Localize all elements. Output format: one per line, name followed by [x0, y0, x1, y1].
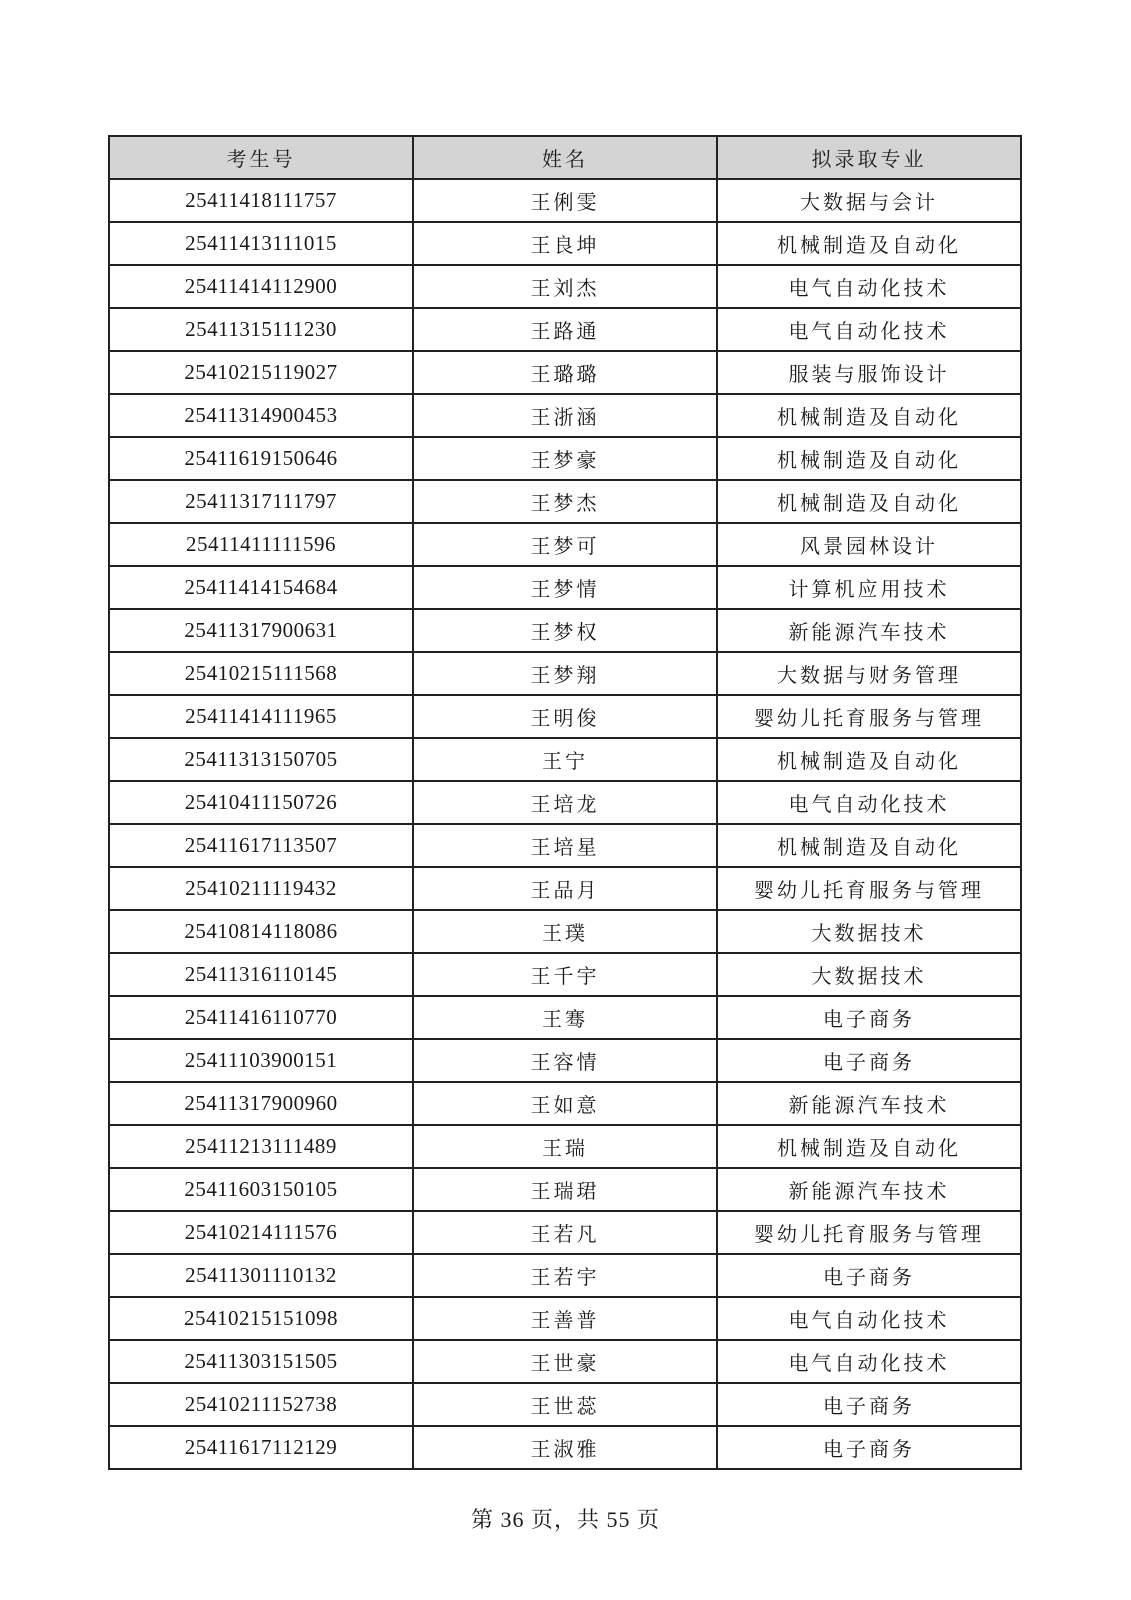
table-row — [109, 953, 1021, 996]
major-cell: 新能源汽车技术 — [717, 609, 1021, 652]
major-cell: 婴幼儿托育服务与管理 — [717, 867, 1021, 910]
major-cell: 机械制造及自动化 — [717, 824, 1021, 867]
student-name-cell: 王千宇 — [413, 953, 717, 996]
major-cell: 电子商务 — [717, 996, 1021, 1039]
exam-id-cell: 25410215151098 — [109, 1297, 413, 1340]
exam-id-cell: 25411317900960 — [109, 1082, 413, 1125]
major-cell: 机械制造及自动化 — [717, 394, 1021, 437]
exam-id-cell: 25410411150726 — [109, 781, 413, 824]
major-cell: 新能源汽车技术 — [717, 1168, 1021, 1211]
table-row — [109, 1297, 1021, 1340]
table-row — [109, 523, 1021, 566]
table-row — [109, 1340, 1021, 1383]
exam-id-cell: 25410211152738 — [109, 1383, 413, 1426]
exam-id-cell: 25411414111965 — [109, 695, 413, 738]
exam-id-cell: 25411213111489 — [109, 1125, 413, 1168]
exam-id-cell: 25411603150105 — [109, 1168, 413, 1211]
student-name-cell: 王培星 — [413, 824, 717, 867]
student-name-cell: 王浙涵 — [413, 394, 717, 437]
exam-id-cell: 25411416110770 — [109, 996, 413, 1039]
major-cell: 大数据与会计 — [717, 179, 1021, 222]
student-name-cell: 王如意 — [413, 1082, 717, 1125]
table-row — [109, 480, 1021, 523]
exam-id-cell: 25411103900151 — [109, 1039, 413, 1082]
student-name-cell: 王梦翔 — [413, 652, 717, 695]
student-name-cell: 王瑞 — [413, 1125, 717, 1168]
page-number: 第 36 页，共 55 页 — [470, 1507, 660, 1532]
student-name-cell: 王淑雅 — [413, 1426, 717, 1469]
student-name-cell: 王培龙 — [413, 781, 717, 824]
exam-id-cell: 25410215111568 — [109, 652, 413, 695]
exam-id-cell: 25411316110145 — [109, 953, 413, 996]
exam-id-cell: 25411619150646 — [109, 437, 413, 480]
table-row — [109, 308, 1021, 351]
exam-id-cell: 25410814118086 — [109, 910, 413, 953]
table-row — [109, 1039, 1021, 1082]
exam-id-cell: 25411314900453 — [109, 394, 413, 437]
major-cell: 电子商务 — [717, 1254, 1021, 1297]
exam-id-cell: 25411617113507 — [109, 824, 413, 867]
major-cell: 机械制造及自动化 — [717, 480, 1021, 523]
major-cell: 机械制造及自动化 — [717, 222, 1021, 265]
student-name-cell: 王骞 — [413, 996, 717, 1039]
table-row — [109, 265, 1021, 308]
table-row — [109, 738, 1021, 781]
exam-id-cell: 25411413111015 — [109, 222, 413, 265]
student-name-cell: 王梦情 — [413, 566, 717, 609]
student-name-cell: 王瑞珺 — [413, 1168, 717, 1211]
student-name-cell: 王容情 — [413, 1039, 717, 1082]
student-name-cell: 王若凡 — [413, 1211, 717, 1254]
student-name-cell: 王品月 — [413, 867, 717, 910]
major-cell: 电气自动化技术 — [717, 1297, 1021, 1340]
major-cell: 电气自动化技术 — [717, 265, 1021, 308]
table-row — [109, 996, 1021, 1039]
exam-id-cell: 25411414154684 — [109, 566, 413, 609]
major-cell: 大数据与财务管理 — [717, 652, 1021, 695]
exam-id-cell: 25411414112900 — [109, 265, 413, 308]
exam-id-cell: 25411317111797 — [109, 480, 413, 523]
table-row — [109, 910, 1021, 953]
student-name-cell: 王梦可 — [413, 523, 717, 566]
table-row — [109, 609, 1021, 652]
major-cell: 大数据技术 — [717, 910, 1021, 953]
major-cell: 电子商务 — [717, 1039, 1021, 1082]
student-name-cell: 王善普 — [413, 1297, 717, 1340]
table-row — [109, 1426, 1021, 1469]
student-name-cell: 王刘杰 — [413, 265, 717, 308]
table-row — [109, 437, 1021, 480]
major-cell: 电气自动化技术 — [717, 308, 1021, 351]
major-cell: 电气自动化技术 — [717, 1340, 1021, 1383]
student-name-cell: 王梦豪 — [413, 437, 717, 480]
exam-id-cell: 25411315111230 — [109, 308, 413, 351]
major-cell: 风景园林设计 — [717, 523, 1021, 566]
table-row — [109, 179, 1021, 222]
student-name-cell: 王宁 — [413, 738, 717, 781]
table-row — [109, 1082, 1021, 1125]
major-cell: 机械制造及自动化 — [717, 738, 1021, 781]
major-cell: 电气自动化技术 — [717, 781, 1021, 824]
student-name-cell: 王梦权 — [413, 609, 717, 652]
table-row — [109, 824, 1021, 867]
student-name-cell: 王俐雯 — [413, 179, 717, 222]
major-cell: 计算机应用技术 — [717, 566, 1021, 609]
header-major: 拟录取专业 — [717, 136, 1021, 179]
major-cell: 电子商务 — [717, 1383, 1021, 1426]
student-name-cell: 王璞 — [413, 910, 717, 953]
table-body — [109, 179, 1021, 1469]
student-name-cell: 王璐璐 — [413, 351, 717, 394]
major-cell: 机械制造及自动化 — [717, 1125, 1021, 1168]
admission-table — [108, 135, 1022, 1470]
exam-id-cell: 25410215119027 — [109, 351, 413, 394]
major-cell: 婴幼儿托育服务与管理 — [717, 695, 1021, 738]
exam-id-cell: 25410214111576 — [109, 1211, 413, 1254]
table-row — [109, 394, 1021, 437]
table-row — [109, 1254, 1021, 1297]
major-cell: 新能源汽车技术 — [717, 1082, 1021, 1125]
table-row — [109, 351, 1021, 394]
student-name-cell: 王若宇 — [413, 1254, 717, 1297]
header-name: 姓名 — [413, 136, 717, 179]
major-cell: 服装与服饰设计 — [717, 351, 1021, 394]
student-name-cell: 王世蕊 — [413, 1383, 717, 1426]
student-name-cell: 王明俊 — [413, 695, 717, 738]
table-header-row — [109, 136, 1021, 179]
student-name-cell: 王良坤 — [413, 222, 717, 265]
exam-id-cell: 25411418111757 — [109, 179, 413, 222]
table-row — [109, 1383, 1021, 1426]
major-cell: 大数据技术 — [717, 953, 1021, 996]
table-row — [109, 1211, 1021, 1254]
table-row — [109, 695, 1021, 738]
student-name-cell: 王梦杰 — [413, 480, 717, 523]
table-row — [109, 222, 1021, 265]
student-name-cell: 王世豪 — [413, 1340, 717, 1383]
table-row — [109, 867, 1021, 910]
major-cell: 婴幼儿托育服务与管理 — [717, 1211, 1021, 1254]
exam-id-cell: 25410211119432 — [109, 867, 413, 910]
student-name-cell: 王路通 — [413, 308, 717, 351]
table-row — [109, 781, 1021, 824]
table-row — [109, 1168, 1021, 1211]
exam-id-cell: 25411313150705 — [109, 738, 413, 781]
table-row — [109, 1125, 1021, 1168]
header-exam-id: 考生号 — [109, 136, 413, 179]
exam-id-cell: 25411411111596 — [109, 523, 413, 566]
table-row — [109, 652, 1021, 695]
major-cell: 机械制造及自动化 — [717, 437, 1021, 480]
exam-id-cell: 25411617112129 — [109, 1426, 413, 1469]
exam-id-cell: 25411303151505 — [109, 1340, 413, 1383]
exam-id-cell: 25411317900631 — [109, 609, 413, 652]
exam-id-cell: 25411301110132 — [109, 1254, 413, 1297]
major-cell: 电子商务 — [717, 1426, 1021, 1469]
table-row — [109, 566, 1021, 609]
